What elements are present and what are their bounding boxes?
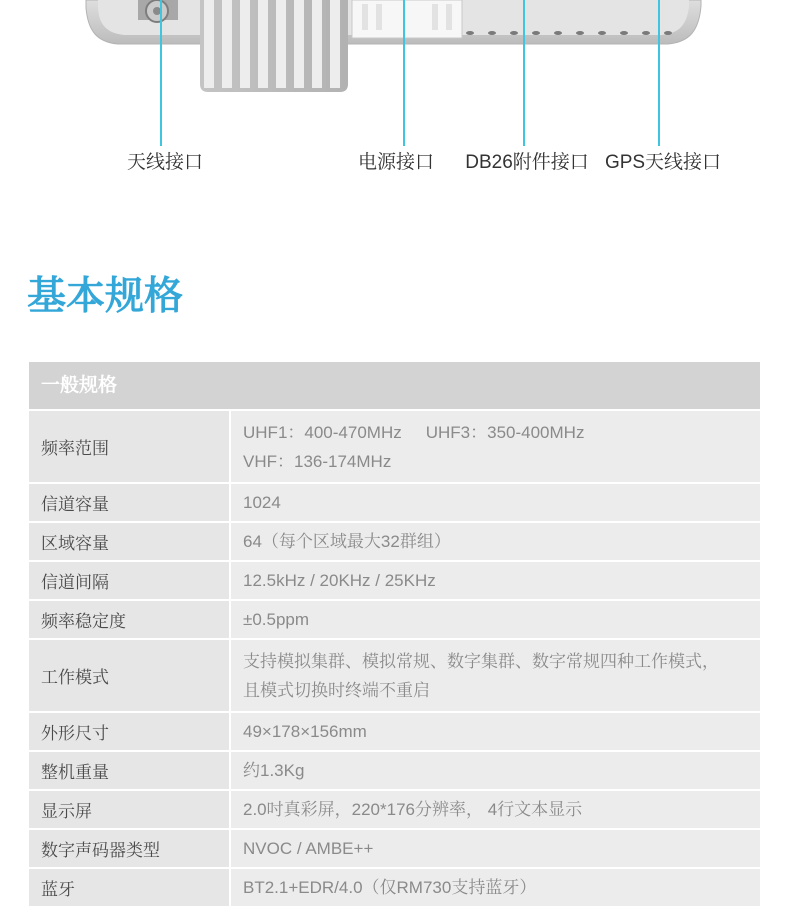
spec-table [29, 362, 760, 906]
callout-line-gps [658, 0, 660, 146]
spec-row-zone-capacity [29, 523, 760, 560]
spec-label: 频率稳定度 [29, 601, 229, 638]
spec-value-line: 12.5kHz / 20KHz / 25KHz [243, 571, 436, 590]
spec-value-line: ±0.5ppm [243, 610, 310, 629]
radio-device-image [0, 0, 790, 100]
spec-row-bluetooth [29, 869, 760, 906]
spec-value-line: 1024 [243, 493, 281, 512]
spec-value-line [243, 418, 760, 447]
spec-row-channel-spacing [29, 562, 760, 599]
spec-label: 信道容量 [29, 484, 229, 521]
spec-value [231, 830, 760, 867]
spec-label: 显示屏 [29, 791, 229, 828]
spec-label: 信道间隔 [29, 562, 229, 599]
spec-label: 外形尺寸 [29, 713, 229, 750]
section-title: 基本规格 [27, 275, 184, 318]
spec-value [231, 752, 760, 789]
callout-label-gps: GPS天线接口 [604, 152, 722, 173]
spec-value-line: 且模式切换时终端不重启 [243, 680, 430, 700]
spec-row-dimensions [29, 713, 760, 750]
device-callout-area [0, 0, 790, 190]
spec-value [231, 562, 760, 599]
callout-label-antenna: 天线接口 [126, 152, 204, 173]
spec-value-line: NVOC / AMBE++ [243, 839, 374, 858]
callout-label-power: 电源接口 [357, 152, 435, 173]
spec-label: 数字声码器类型 [29, 830, 229, 867]
spec-label: 整机重量 [29, 752, 229, 789]
spec-label: 蓝牙 [29, 869, 229, 906]
spec-row-weight [29, 752, 760, 789]
callout-label-db26: DB26附件接口 [465, 152, 589, 173]
spec-value-line: BT2.1+EDR/4.0（仅RM730支持蓝牙） [243, 878, 537, 897]
spec-label: 频率范围 [29, 411, 229, 482]
spec-value-line: 2.0吋真彩屏，220*176分辨率， 4行文本显示 [243, 800, 583, 819]
spec-row-work-mode [29, 640, 760, 711]
spec-value-line: 约1.3Kg [243, 761, 305, 780]
spec-row-vocoder [29, 830, 760, 867]
callout-line-antenna [160, 0, 162, 146]
spec-row-frequency-stability [29, 601, 760, 638]
spec-row-frequency-range [29, 411, 760, 482]
spec-row-channel-capacity [29, 484, 760, 521]
spec-label: 区域容量 [29, 523, 229, 560]
spec-value [231, 640, 760, 711]
spec-value [231, 411, 760, 482]
spec-value [231, 869, 760, 906]
spec-value-segment: VHF：136-174MHz [243, 451, 392, 471]
spec-value [231, 523, 760, 560]
table-group-header: 一般规格 [29, 362, 760, 409]
spec-value [231, 601, 760, 638]
callout-line-db26 [523, 0, 525, 146]
spec-value [231, 713, 760, 750]
spec-value-line: 49×178×156mm [243, 722, 367, 741]
spec-value-segment: UHF1：400-470MHz [243, 422, 402, 442]
spec-value [231, 791, 760, 828]
spec-row-display [29, 791, 760, 828]
callout-line-power [403, 0, 405, 146]
spec-value-line [243, 447, 760, 476]
spec-value-line: 64（每个区域最大32群组） [243, 532, 451, 551]
spec-label: 工作模式 [29, 640, 229, 711]
spec-value-line: 支持模拟集群、模拟常规、数字集群、数字常规四种工作模式， [243, 651, 719, 671]
spec-value-segment: UHF3：350-400MHz [425, 422, 585, 442]
spec-value [231, 484, 760, 521]
